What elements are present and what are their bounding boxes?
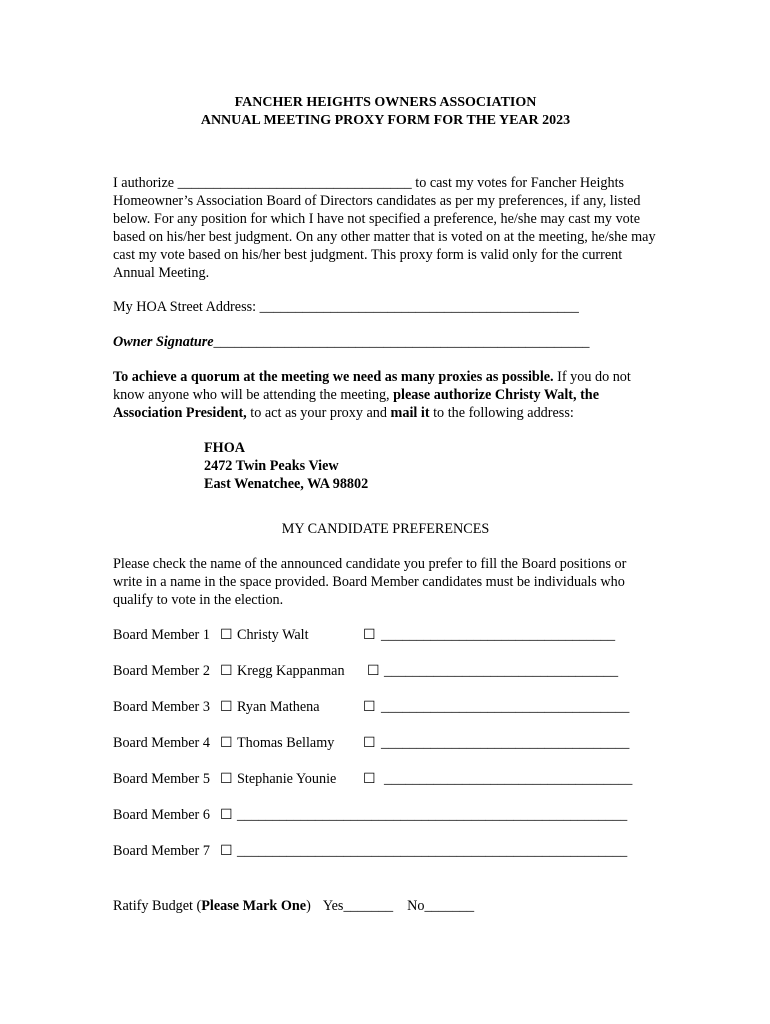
quorum-text-1: If you do not know anyone who will be attending the meeting, (113, 369, 631, 403)
address-street: 2472 Twin Peaks View (204, 458, 339, 474)
owner-signature-line (113, 333, 658, 351)
open-seat-row (113, 842, 658, 860)
proxy-name-blank[interactable]: _________________________________ (177, 175, 412, 191)
authorize-text: to cast my votes for Fancher Heights Homeowner’s Association Board of Directors candidates as per my preferences, if any, listed below. For any position for which I have not specified a preference, he/she may cast my vote based on his/her best judgment. On any other matter that is voted on at the meeting, he/she may cast my vote based on his/her best judgment. This proxy form is valid only for the current Annual Meeting. (113, 175, 656, 281)
ratify-instruction: Please Mark One (201, 898, 307, 914)
candidate-row (113, 626, 658, 644)
association-name: FANCHER HEIGHTS OWNERS ASSOCIATION (234, 95, 537, 110)
open-seat-row (113, 806, 658, 824)
mailing-address (204, 439, 658, 493)
quorum-paragraph (113, 368, 658, 422)
preferences-instructions: Please check the name of the announced candidate you prefer to fill the Board positions or write in a name in the space provided. Board Member candidates must be individuals who qualify to vote in the election. (113, 556, 627, 608)
ratify-no-field[interactable]: No_______ (407, 898, 475, 914)
ratify-budget-line (113, 897, 658, 915)
ratify-prefix: Ratify Budget ( (113, 898, 202, 914)
write-in-checkbox[interactable]: ☐ (363, 735, 376, 751)
address-name: FHOA (204, 440, 245, 456)
ratify-yes-field[interactable]: Yes_______ (322, 898, 394, 914)
write-in-checkbox[interactable]: ☐ (363, 627, 376, 643)
write-in-checkbox[interactable]: ☐ (363, 771, 376, 787)
quorum-bold-1: To achieve a quorum at the meeting we need as many proxies as possible. (113, 369, 554, 385)
form-title (113, 94, 658, 130)
board-member-label: Board Member 5 (113, 771, 210, 787)
quorum-text-3: to the following address: (429, 405, 574, 421)
open-seat-checkbox[interactable]: ☐ (220, 843, 233, 859)
candidate-name: Ryan Mathena (237, 699, 320, 715)
authorization-paragraph (113, 174, 658, 282)
board-member-label: Board Member 1 (113, 627, 210, 643)
street-address-field[interactable]: _____________________________________________ (259, 299, 579, 315)
candidate-row (113, 734, 658, 752)
candidate-name: Stephanie Younie (237, 771, 337, 787)
board-member-label: Board Member 6 (113, 807, 210, 823)
write-in-checkbox[interactable]: ☐ (363, 699, 376, 715)
board-member-label: Board Member 4 (113, 735, 210, 751)
candidate-name: Thomas Bellamy (237, 735, 335, 751)
candidate-checkbox[interactable]: ☐ (220, 663, 233, 679)
preferences-title: MY CANDIDATE PREFERENCES (281, 521, 490, 537)
quorum-bold-3: mail it (390, 405, 430, 421)
candidate-checkbox[interactable]: ☐ (220, 699, 233, 715)
write-in-checkbox[interactable]: ☐ (367, 663, 380, 679)
candidate-name: Christy Walt (237, 627, 309, 643)
street-address-label: My HOA Street Address: (113, 299, 260, 315)
owner-signature-label: Owner Signature (113, 334, 214, 350)
ratify-suffix: ) (306, 898, 311, 914)
open-seat-write-in-field[interactable]: _______________________________________________________ (237, 843, 628, 859)
candidate-checkbox[interactable]: ☐ (220, 771, 233, 787)
candidate-row (113, 698, 658, 716)
candidate-checkbox[interactable]: ☐ (220, 627, 233, 643)
street-address-line (113, 298, 658, 316)
owner-signature-field[interactable]: _____________________________________________________ (213, 334, 590, 350)
candidate-name: Kregg Kappanman (237, 663, 345, 679)
proxy-form-page (113, 94, 658, 915)
write-in-field[interactable]: _________________________________ (384, 663, 619, 679)
candidate-row (113, 770, 658, 788)
write-in-field[interactable]: _________________________________ (381, 627, 616, 643)
quorum-text-2: to act as your proxy and (246, 405, 391, 421)
candidate-row (113, 662, 658, 680)
open-seat-checkbox[interactable]: ☐ (220, 807, 233, 823)
write-in-field[interactable]: ___________________________________ (381, 735, 630, 751)
write-in-field[interactable]: ___________________________________ (381, 699, 630, 715)
write-in-field[interactable]: ___________________________________ (384, 771, 633, 787)
quorum-bold-2: please authorize Christy Walt, the Association President, (113, 387, 599, 421)
authorize-prefix: I authorize (113, 175, 178, 191)
board-member-label: Board Member 7 (113, 843, 210, 859)
board-member-label: Board Member 2 (113, 663, 210, 679)
form-subtitle: ANNUAL MEETING PROXY FORM FOR THE YEAR 2023 (200, 113, 571, 128)
candidate-checkbox[interactable]: ☐ (220, 735, 233, 751)
open-seat-write-in-field[interactable]: _______________________________________________________ (237, 807, 628, 823)
address-city: East Wenatchee, WA 98802 (204, 476, 369, 492)
board-member-label: Board Member 3 (113, 699, 210, 715)
